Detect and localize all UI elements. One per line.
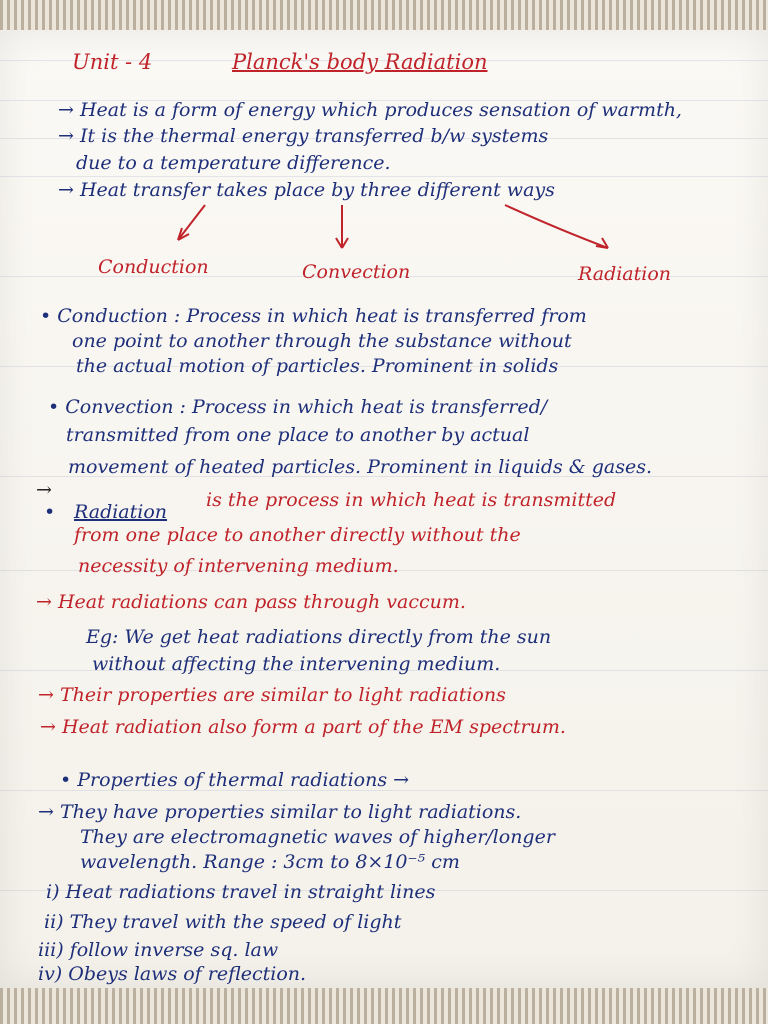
- property-item-2: ii) They travel with the speed of light: [44, 911, 402, 933]
- radiation-line-2: from one place to another directly without the: [74, 524, 521, 546]
- radiation-point-light: → Their properties are similar to light radiations: [38, 684, 506, 706]
- radiation-example: Eg: We get heat radiations directly from the sun: [86, 626, 552, 648]
- radiation-arrow: →: [36, 479, 52, 501]
- intro-line-1: → Heat is a form of energy which produces sensation of warmth,: [58, 99, 682, 121]
- radiation-point-em: → Heat radiation also form a part of the EM spectrum.: [40, 716, 566, 738]
- radiation-example-cont: without affecting the intervening medium.: [92, 653, 501, 675]
- radiation-term: Radiation: [74, 501, 168, 523]
- radiation-bullet: •: [44, 501, 56, 523]
- mode-conduction: Conduction: [98, 256, 209, 278]
- radiation-point-vacuum: → Heat radiations can pass through vaccum.: [36, 591, 466, 613]
- page-title: Planck's body Radiation: [232, 50, 488, 74]
- property-line-1: → They have properties similar to light radiations.: [38, 801, 522, 823]
- mode-convection: Convection: [302, 261, 411, 283]
- property-item-3: iii) follow inverse sq. law: [38, 939, 279, 961]
- property-item-4: iv) Obeys laws of reflection.: [38, 963, 307, 985]
- convection-line-1: • Convection : Process in which heat is transferred/: [48, 396, 548, 418]
- property-line-3: wavelength. Range : 3cm to 8×10⁻⁵ cm: [80, 851, 460, 873]
- conduction-line-3: the actual motion of particles. Prominent in solids: [76, 355, 559, 377]
- intro-line-2: → It is the thermal energy transferred b/w systems: [58, 125, 549, 147]
- conduction-line-2: one point to another through the substance without: [72, 330, 572, 352]
- properties-heading: • Properties of thermal radiations →: [60, 769, 410, 791]
- property-line-2: They are electromagnetic waves of higher/longer: [80, 826, 555, 848]
- radiation-line-3: necessity of intervening medium.: [78, 555, 399, 577]
- property-item-1: i) Heat radiations travel in straight lines: [46, 881, 436, 903]
- intro-line-4: → Heat transfer takes place by three different ways: [58, 179, 555, 201]
- intro-line-3: due to a temperature difference.: [76, 152, 391, 174]
- convection-line-3: movement of heated particles. Prominent in liquids & gases.: [68, 456, 653, 478]
- mode-radiation: Radiation: [578, 263, 672, 285]
- conduction-line-1: • Conduction : Process in which heat is transferred from: [40, 305, 587, 327]
- convection-line-2: transmitted from one place to another by actual: [66, 424, 530, 446]
- radiation-line-1: is the process in which heat is transmitted: [206, 489, 617, 511]
- unit-label: Unit - 4: [72, 50, 153, 74]
